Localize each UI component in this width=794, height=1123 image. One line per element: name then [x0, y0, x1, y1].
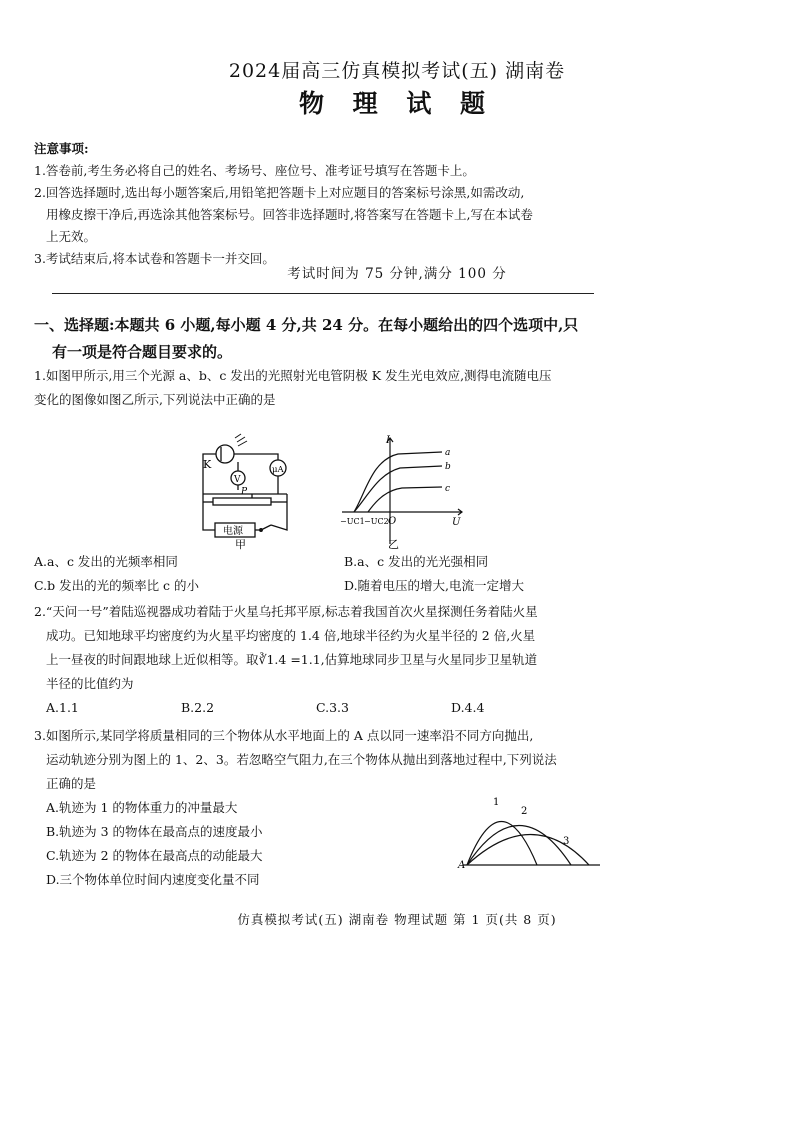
q2-stem: 上一昼夜的时间跟地球上近似相等。取∛1.4 =1.1,估算地球同步卫星与火星同步卫星轨道: [46, 652, 538, 667]
label-microammeter: μA: [272, 465, 284, 475]
q3-option-c: C.轨迹为 2 的物体在最高点的动能最大: [46, 848, 263, 863]
label-uc1: −UC1: [340, 517, 365, 526]
q3-option-a: A.轨迹为 1 的物体重力的冲量最大: [46, 800, 238, 815]
q1-option-c: C.b 发出的光的频率比 c 的小: [34, 578, 200, 593]
q2-stem: 2.“天问一号”着陆巡视器成功着陆于火星乌托邦平原,标志着我国首次火星探测任务着陆火星: [34, 604, 538, 619]
exam-time: 考试时间为 75 分钟,满分 100 分: [287, 266, 507, 282]
label-power: 电源: [223, 526, 243, 537]
label-1: 1: [493, 797, 500, 808]
exam-title: 2024届高三仿真模拟考试(五) 湖南卷: [228, 60, 566, 82]
curve-c-label: c: [445, 484, 451, 494]
divider: [52, 293, 594, 294]
q2-option-b: B.2.2: [181, 700, 215, 715]
q2-stem: 成功。已知地球平均密度约为火星平均密度的 1.4 倍,地球半径约为火星半径的 2 倍,火星: [46, 628, 536, 643]
axis-U: U: [452, 517, 461, 528]
q1-option-b: B.a、c 发出的光光强相同: [344, 554, 489, 569]
notice-item: 3.考试结束后,将本试卷和答题卡一并交回。: [34, 251, 275, 266]
q1-option-d: D.随着电压的增大,电流一定增大: [344, 578, 525, 593]
page-footer: 仿真模拟考试(五) 湖南卷 物理试题 第 1 页(共 8 页): [237, 912, 557, 927]
q1-option-a: A.a、c 发出的光频率相同: [34, 554, 178, 569]
q1-stem: 1.如图甲所示,用三个光源 a、b、c 发出的光照射光电管阴极 K 发生光电效应,测得电流随电压: [34, 368, 552, 383]
label-A: A: [458, 860, 466, 871]
q3-option-b: B.轨迹为 3 的物体在最高点的速度最小: [46, 824, 263, 839]
q2-stem: 半径的比值约为: [46, 676, 134, 691]
label-uc2: −UC2: [364, 517, 389, 526]
section-heading: [34, 312, 734, 366]
label-3: 3: [563, 836, 570, 847]
q3-stem: 运动轨迹分别为图上的 1、2、3。若忽略空气阻力,在三个物体从抛出到落地过程中,下列说法: [46, 752, 557, 767]
q1-options: [34, 550, 594, 598]
section-heading-line: 有一项是符合题目要求的。: [52, 343, 233, 361]
curve-b-label: b: [445, 462, 451, 472]
notice-item: 用橡皮擦干净后,再选涂其他答案标号。回答非选择题时,将答案写在答题卡上,写在本试卷: [46, 207, 533, 222]
label-2: 2: [521, 806, 528, 817]
caption-yi: 乙: [388, 538, 399, 550]
origin: O: [388, 516, 397, 527]
q3-stem: 正确的是: [46, 776, 97, 791]
question-2: [34, 600, 774, 720]
trajectory-diagram: [455, 792, 605, 872]
label-P: P: [241, 487, 248, 497]
question-3: [34, 724, 774, 892]
caption-jia: 甲: [235, 538, 246, 550]
circuit-diagram: [195, 432, 300, 550]
q3-stem: 3.如图所示,某同学将质量相同的三个物体从水平地面上的 A 点以同一速率沿不同方向抛出,: [34, 728, 534, 743]
question-1: [34, 364, 634, 412]
q1-stem: 变化的图像如图乙所示,下列说法中正确的是: [34, 392, 276, 407]
notice-item: 1.答卷前,考生务必将自己的姓名、考场号、座位号、准考证号填写在答题卡上。: [34, 163, 475, 178]
subject-title: 物 理 试 题: [298, 89, 496, 118]
q2-option-d: D.4.4: [451, 700, 485, 715]
notice-item: 上无效。: [46, 229, 97, 244]
notice-heading: 注意事项:: [34, 141, 89, 156]
q2-option-a: A.1.1: [46, 700, 79, 715]
q2-option-c: C.3.3: [316, 700, 349, 715]
section-heading-line: 一、选择题:本题共 6 小题,每小题 4 分,共 24 分。在每小题给出的四个选项中,只: [34, 316, 579, 334]
notice-item: 2.回答选择题时,选出每小题答案后,用铅笔把答题卡上对应题目的答案标号涂黑,如需改动,: [34, 185, 525, 200]
curve-a-label: a: [445, 448, 451, 458]
label-voltmeter: V: [234, 475, 241, 485]
q3-option-d: D.三个物体单位时间内速度变化量不同: [46, 872, 260, 887]
notice-block: [34, 138, 764, 270]
iu-graph: [338, 432, 468, 550]
label-K: K: [203, 458, 212, 471]
axis-I: I: [386, 435, 390, 446]
